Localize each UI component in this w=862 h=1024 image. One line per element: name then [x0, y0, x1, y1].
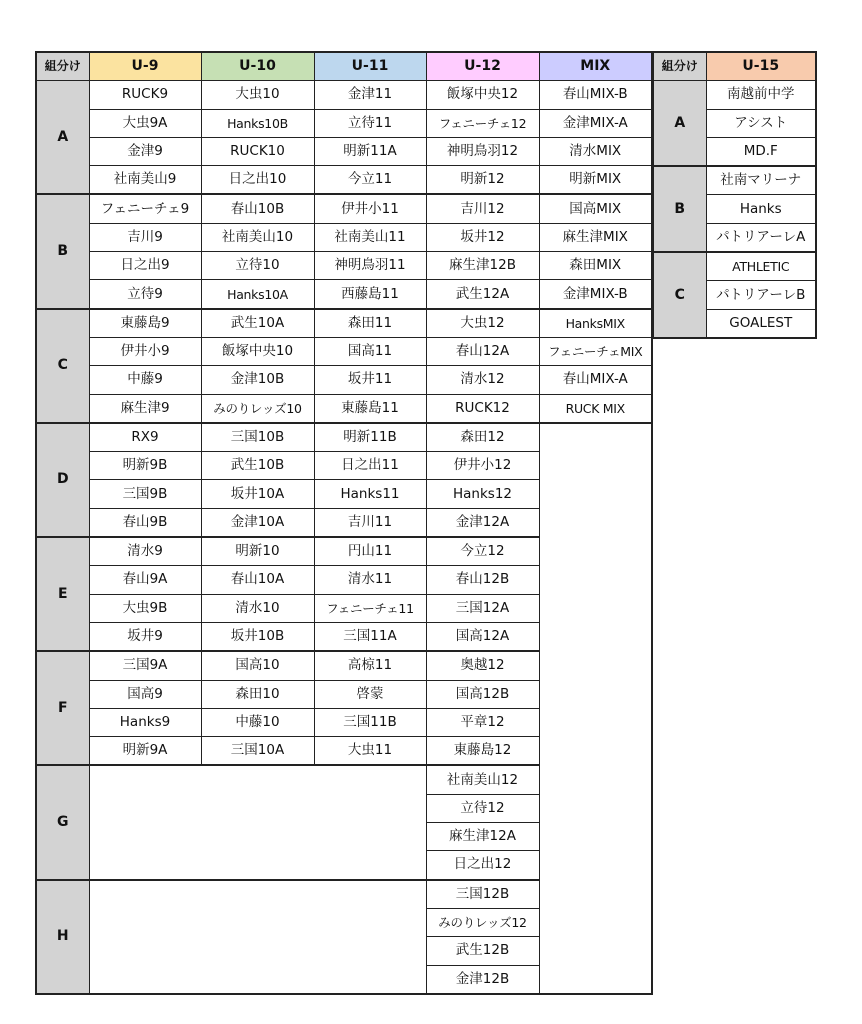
- table-row: [36, 452, 652, 480]
- team-cell: 金津MIX-A: [539, 109, 652, 137]
- table-row: [36, 622, 652, 651]
- team-cell: 東藤島9: [89, 309, 201, 338]
- team-cell: 吉川12: [426, 194, 539, 223]
- team-cell: 三国10B: [201, 423, 314, 452]
- table-row: [36, 480, 652, 508]
- table-row: [36, 651, 652, 680]
- team-cell: 伊井小9: [89, 337, 201, 365]
- team-cell: 社南美山11: [314, 223, 426, 251]
- group-label: G: [36, 765, 89, 879]
- team-cell: 西藤島11: [314, 280, 426, 309]
- header-u10: U-10: [201, 52, 314, 81]
- team-cell: 三国9A: [89, 651, 201, 680]
- u15-group-label: A: [653, 81, 706, 166]
- team-cell: 国高MIX: [539, 194, 652, 223]
- u15-team-cell: Hanks: [706, 195, 816, 223]
- team-cell: RX9: [89, 423, 201, 452]
- table-row: [36, 137, 652, 165]
- u15-group-column-header: 組分け: [653, 52, 706, 81]
- team-cell: 明新9B: [89, 452, 201, 480]
- team-cell: 三国12B: [426, 880, 539, 909]
- team-cell: 社南美山12: [426, 765, 539, 794]
- team-cell: 清水11: [314, 566, 426, 594]
- team-cell: 吉川11: [314, 508, 426, 537]
- team-cell: 飯塚中央10: [201, 337, 314, 365]
- u15-team-cell: ATHLETIC: [706, 252, 816, 281]
- team-cell: 麻生津12A: [426, 823, 539, 851]
- team-cell: 春山9A: [89, 566, 201, 594]
- team-cell: 神明鳥羽11: [314, 252, 426, 280]
- team-cell: 春山MIX-A: [539, 366, 652, 394]
- table-row: [36, 537, 652, 566]
- team-cell: 坂井9: [89, 622, 201, 651]
- team-cell: 坂井11: [314, 366, 426, 394]
- team-cell: 金津10B: [201, 366, 314, 394]
- team-cell: フェニーチェ11: [314, 594, 426, 622]
- team-cell: 大虫10: [201, 81, 314, 109]
- group-label: C: [36, 309, 89, 423]
- team-cell: 金津12A: [426, 508, 539, 537]
- team-cell: 円山11: [314, 537, 426, 566]
- team-cell: 東藤島12: [426, 737, 539, 766]
- team-cell: 啓蒙: [314, 680, 426, 708]
- group-label: E: [36, 537, 89, 651]
- u15-team-cell: パトリアーレA: [706, 223, 816, 252]
- team-cell: 金津12B: [426, 965, 539, 994]
- header-mix: MIX: [539, 52, 652, 81]
- u15-table-row: [653, 81, 816, 109]
- team-cell: Hanks10A: [201, 280, 314, 309]
- team-cell: 中藤10: [201, 708, 314, 736]
- team-cell: 金津MIX-B: [539, 280, 652, 309]
- main-bracket-table: [35, 51, 653, 995]
- team-cell: RUCK12: [426, 394, 539, 423]
- team-cell: 武生10A: [201, 309, 314, 338]
- u15-team-cell: MD.F: [706, 137, 816, 166]
- team-cell: RUCK10: [201, 137, 314, 165]
- team-cell: 吉川9: [89, 223, 201, 251]
- table-row: [36, 423, 652, 452]
- team-cell: 清水MIX: [539, 137, 652, 165]
- team-cell: 森田10: [201, 680, 314, 708]
- team-cell: 日之出9: [89, 252, 201, 280]
- team-cell: 金津9: [89, 137, 201, 165]
- team-cell: 明新12: [426, 166, 539, 195]
- team-cell: 国高10: [201, 651, 314, 680]
- team-cell: Hanks11: [314, 480, 426, 508]
- group-label: H: [36, 880, 89, 994]
- team-cell: 森田MIX: [539, 252, 652, 280]
- team-cell: 社南美山10: [201, 223, 314, 251]
- team-cell: 明新10: [201, 537, 314, 566]
- group-label: A: [36, 81, 89, 195]
- team-cell: 大虫9A: [89, 109, 201, 137]
- team-cell: HanksMIX: [539, 309, 652, 338]
- team-cell: 国高12A: [426, 622, 539, 651]
- table-row: [36, 680, 652, 708]
- team-cell: 坂井12: [426, 223, 539, 251]
- empty-block: [89, 765, 426, 879]
- team-cell: 清水12: [426, 366, 539, 394]
- team-cell: みのりレッズ10: [201, 394, 314, 423]
- table-row: [36, 223, 652, 251]
- table-row: [36, 880, 652, 909]
- table-row: [36, 737, 652, 766]
- team-cell: 大虫9B: [89, 594, 201, 622]
- team-cell: 神明鳥羽12: [426, 137, 539, 165]
- team-cell: 伊井小11: [314, 194, 426, 223]
- group-label: F: [36, 651, 89, 765]
- team-cell: 金津11: [314, 81, 426, 109]
- empty-block: [89, 880, 426, 994]
- table-row: [36, 309, 652, 338]
- u15-team-cell: 南越前中学: [706, 81, 816, 109]
- team-cell: RUCK MIX: [539, 394, 652, 423]
- u15-team-cell: パトリアーレB: [706, 281, 816, 309]
- table-row: [36, 280, 652, 309]
- team-cell: 清水10: [201, 594, 314, 622]
- team-cell: 明新11B: [314, 423, 426, 452]
- team-cell: Hanks9: [89, 708, 201, 736]
- table-row: [36, 594, 652, 622]
- table-row: [36, 366, 652, 394]
- team-cell: 武生12B: [426, 937, 539, 965]
- u15-table-row: [653, 252, 816, 281]
- table-row: [36, 194, 652, 223]
- team-cell: 坂井10A: [201, 480, 314, 508]
- team-cell: 明新9A: [89, 737, 201, 766]
- u15-bracket-table: [652, 51, 817, 339]
- team-cell: 麻生津9: [89, 394, 201, 423]
- team-cell: フェニーチェ9: [89, 194, 201, 223]
- table-row: [36, 252, 652, 280]
- group-label: D: [36, 423, 89, 537]
- team-cell: 東藤島11: [314, 394, 426, 423]
- table-row: [36, 566, 652, 594]
- team-cell: 三国11A: [314, 622, 426, 651]
- team-cell: 国高12B: [426, 680, 539, 708]
- team-cell: 三国10A: [201, 737, 314, 766]
- team-cell: 飯塚中央12: [426, 81, 539, 109]
- team-cell: 大虫12: [426, 309, 539, 338]
- table-row: [36, 394, 652, 423]
- header-u15: U-15: [706, 52, 816, 81]
- team-cell: フェニーチェMIX: [539, 337, 652, 365]
- team-cell: 武生12A: [426, 280, 539, 309]
- main-header-row: [36, 52, 652, 81]
- team-cell: 金津10A: [201, 508, 314, 537]
- table-row: [36, 166, 652, 195]
- u15-group-label: B: [653, 166, 706, 252]
- team-cell: 春山10A: [201, 566, 314, 594]
- u15-team-cell: アシスト: [706, 109, 816, 137]
- team-cell: 日之出10: [201, 166, 314, 195]
- team-cell: 国高11: [314, 337, 426, 365]
- team-cell: 高椋11: [314, 651, 426, 680]
- team-cell: 国高9: [89, 680, 201, 708]
- team-cell: 森田11: [314, 309, 426, 338]
- u15-team-cell: GOALEST: [706, 309, 816, 338]
- table-row: [36, 109, 652, 137]
- team-cell: 三国9B: [89, 480, 201, 508]
- team-cell: 中藤9: [89, 366, 201, 394]
- team-cell: 三国12A: [426, 594, 539, 622]
- team-cell: 麻生津12B: [426, 252, 539, 280]
- team-cell: 大虫11: [314, 737, 426, 766]
- team-cell: Hanks12: [426, 480, 539, 508]
- team-cell: 春山12A: [426, 337, 539, 365]
- team-cell: 伊井小12: [426, 452, 539, 480]
- table-row: [36, 81, 652, 109]
- team-cell: 立待11: [314, 109, 426, 137]
- header-u12: U-12: [426, 52, 539, 81]
- team-cell: 今立12: [426, 537, 539, 566]
- team-cell: 春山MIX-B: [539, 81, 652, 109]
- team-cell: 明新MIX: [539, 166, 652, 195]
- header-u9: U-9: [89, 52, 201, 81]
- header-u11: U-11: [314, 52, 426, 81]
- team-cell: 森田12: [426, 423, 539, 452]
- team-cell: 立待12: [426, 794, 539, 822]
- team-cell: 春山9B: [89, 508, 201, 537]
- u15-table-row: [653, 166, 816, 195]
- team-cell: 日之出12: [426, 851, 539, 880]
- team-cell: 社南美山9: [89, 166, 201, 195]
- team-cell: RUCK9: [89, 81, 201, 109]
- group-column-header: 組分け: [36, 52, 89, 81]
- team-cell: 明新11A: [314, 137, 426, 165]
- team-cell: 春山10B: [201, 194, 314, 223]
- team-cell: 坂井10B: [201, 622, 314, 651]
- team-cell: フェニーチェ12: [426, 109, 539, 137]
- team-cell: 奥越12: [426, 651, 539, 680]
- team-cell: 三国11B: [314, 708, 426, 736]
- group-label: B: [36, 194, 89, 308]
- u15-team-cell: 社南マリーナ: [706, 166, 816, 195]
- table-row: [36, 708, 652, 736]
- table-row: [36, 765, 652, 794]
- team-cell: 麻生津MIX: [539, 223, 652, 251]
- team-cell: 今立11: [314, 166, 426, 195]
- u15-header-row: [653, 52, 816, 81]
- team-cell: 春山12B: [426, 566, 539, 594]
- team-cell: 平章12: [426, 708, 539, 736]
- team-cell: みのりレッズ12: [426, 908, 539, 936]
- team-cell: Hanks10B: [201, 109, 314, 137]
- team-cell: 立待9: [89, 280, 201, 309]
- team-cell: 清水9: [89, 537, 201, 566]
- table-row: [36, 508, 652, 537]
- table-row: [36, 337, 652, 365]
- team-cell: 立待10: [201, 252, 314, 280]
- u15-group-label: C: [653, 252, 706, 338]
- team-cell: 武生10B: [201, 452, 314, 480]
- team-cell: 日之出11: [314, 452, 426, 480]
